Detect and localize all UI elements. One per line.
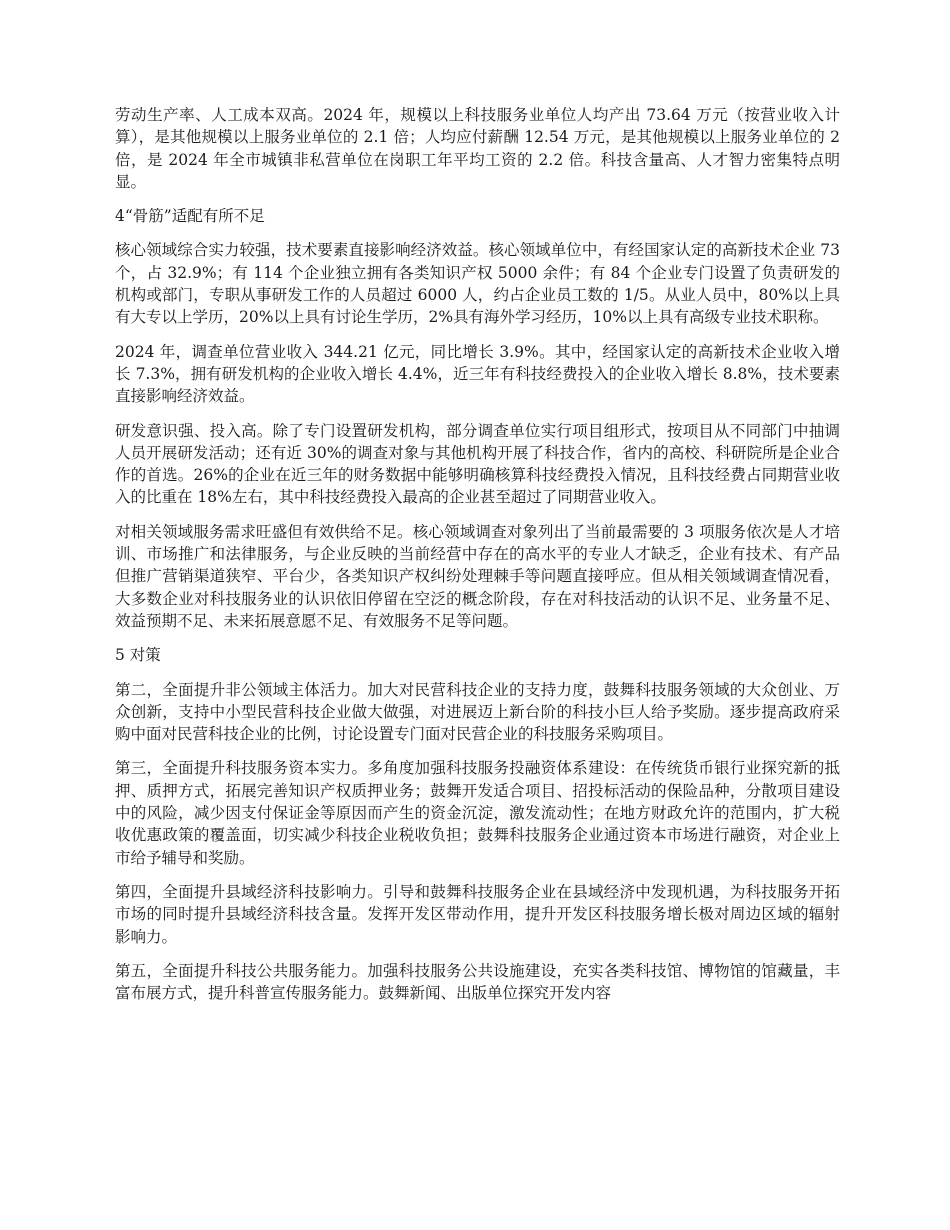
paragraph-measure-3: 第三，全面提升科技服务资本实力。多角度加强科技服务投融资体系建设：在传统货币银行业探究新的抵押、质押方式，拓展完善知识产权质押业务；鼓舞开发适合项目、招投标活动的保险品种，分散项目建设中的风险，减少因支付保证金等原因而产生的资金沉淀，激发流动性；在地方财政允许的范围内，扩大税收优惠政策的覆盖面，切实减少科技企业税收负担；鼓舞科技服务企业通过资本市场进行融资，对企业上市给予辅导和奖励。 xyxy=(115,759,840,867)
paragraph-measure-5: 第五，全面提升科技公共服务能力。加强科技服务公共设施建设，充实各类科技馆、博物馆的馆藏量，丰富布展方式，提升科普宣传服务能力。鼓舞新闻、出版单位探究开发内容 xyxy=(115,961,840,1003)
paragraph-measure-4: 第四，全面提升县域经济科技影响力。引导和鼓舞科技服务企业在县域经济中发现机遇，为科技服务开拓市场的同时提升县域经济科技含量。发挥开发区带动作用，提升开发区科技服务增长极对周边区域的辐射影响力。 xyxy=(115,882,840,946)
document-body xyxy=(115,104,840,1016)
paragraph-labor-productivity: 劳动生产率、人工成本双高。2024 年，规模以上科技服务业单位人均产出 73.64 万元（按营业收入计算），是其他规模以上服务业单位的 2.1 倍；人均应付薪酬 12.54 万元，是其他规模以上服务业单位的 2 倍，是 2024 年全市城镇非私营单位在岗职工年平均工资的 2.2 倍。科技含量高、人才智力密集特点明显。 xyxy=(115,106,840,191)
paragraph-measure-2: 第二，全面提升非公领域主体活力。加大对民营科技企业的支持力度，鼓舞科技服务领域的大众创业、万众创新，支持中小型民营科技企业做大做强，对进展迈上新台阶的科技小巨人给予奖励。逐步提高政府采购中面对民营科技企业的比例，讨论设置专门面对民营企业的科技服务采购项目。 xyxy=(115,680,840,744)
paragraph-rd-investment: 研发意识强、投入高。除了专门设置研发机构，部分调查单位实行项目组形式，按项目从不同部门中抽调人员开展研发活动；还有近 30%的调查对象与其他机构开展了科技合作，省内的高校、科研院所是企业合作的首选。26%的企业在近三年的财务数据中能够明确核算科技经费投入情况，且科技经费占同期营业收入的比重在 18%左右，其中科技经费投入最高的企业甚至超过了同期营业收入。 xyxy=(115,421,840,507)
section-heading-5: 5 对策 xyxy=(115,646,161,665)
paragraph-service-demand: 对相关领域服务需求旺盛但有效供给不足。核心领域调查对象列出了当前最需要的 3 项服务依次是人才培训、市场推广和法律服务，与企业反映的当前经营中存在的高水平的专业人才缺乏，企业有技术、有产品但推广营销渠道狭窄、平台少，各类知识产权纠纷处理棘手等问题直接呼应。但从相关领域调查情况看，大多数企业对科技服务业的认识依旧停留在空泛的概念阶段，存在对科技活动的认识不足、业务量不足、效益预期不足、未来拓展意愿不足、有效服务不足等问题。 xyxy=(115,522,840,630)
paragraph-revenue-2024: 2024 年，调查单位营业收入 344.21 亿元，同比增长 3.9%。其中，经国家认定的高新技术企业收入增长 7.3%，拥有研发机构的企业收入增长 4.4%，近三年有科技经费投入的企业收入增长 8.8%，技术要素直接影响经济效益。 xyxy=(115,342,840,406)
section-heading-4: 4“骨筋”适配有所不足 xyxy=(115,207,265,226)
paragraph-core-strength: 核心领域综合实力较强，技术要素直接影响经济效益。核心领域单位中，有经国家认定的高新技术企业 73 个，占 32.9%；有 114 个企业独立拥有各类知识产权 5000 余件；有 84 个企业专门设置了负责研发的机构或部门，专职从事研发工作的人员超过 6000 人，约占企业员工数的 1/5。从业人员中，80%以上具有大专以上学历，20%以上具有讨论生学历，2%具有海外学习经历，10%以上具有高级专业技术职称。 xyxy=(115,241,840,327)
